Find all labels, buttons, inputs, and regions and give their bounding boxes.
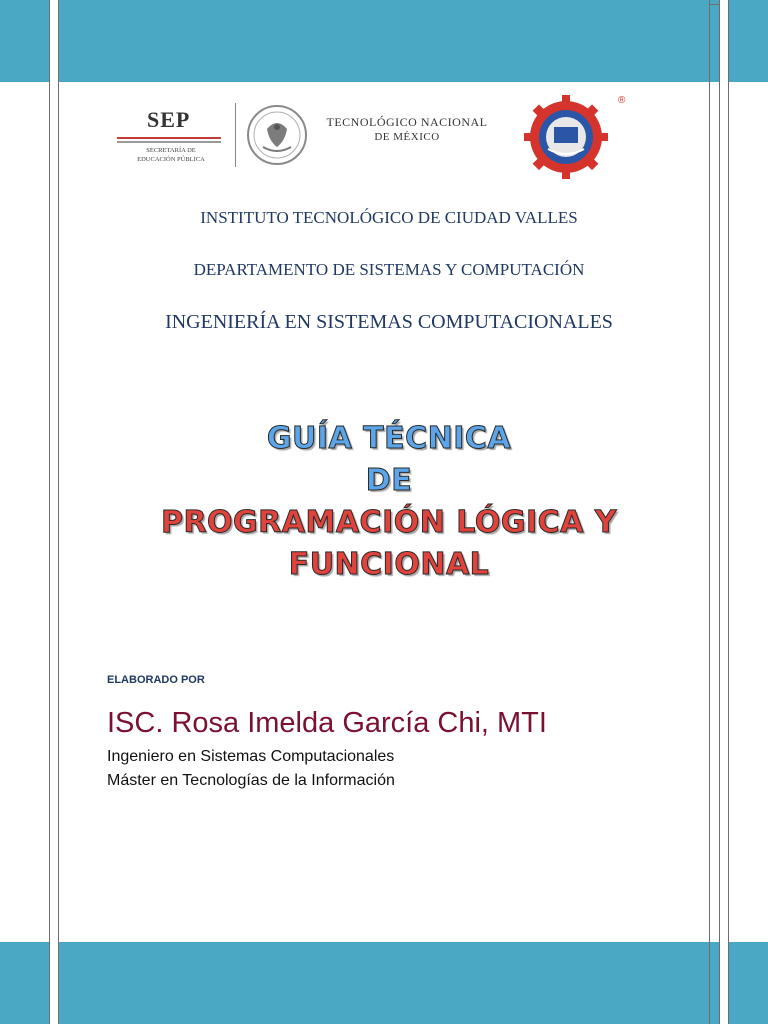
bottom-left-band <box>0 942 49 1024</box>
author-name: ISC. Rosa Imelda García Chi, MTI <box>107 707 547 739</box>
sep-stripe-red <box>117 137 221 139</box>
sep-stripe-gray <box>117 141 221 143</box>
sep-acronym: SEP <box>147 107 191 132</box>
tecnm-line-1: TECNOLÓGICO NACIONAL <box>326 115 488 129</box>
coat-of-arms-emblem <box>245 103 309 167</box>
logo-divider <box>235 103 236 167</box>
title-line-4: FUNCIONAL <box>288 547 490 582</box>
frame-line-left-outer <box>49 0 50 1024</box>
frame-line-top <box>710 4 720 5</box>
cover-page <box>59 83 719 941</box>
institute-name: INSTITUTO TECNOLÓGICO DE CIUDAD VALLES <box>200 208 578 227</box>
frame-line-right-outer <box>719 0 720 1024</box>
program-name: INGENIERÍA EN SISTEMAS COMPUTACIONALES <box>165 311 613 333</box>
logos-row <box>111 93 641 181</box>
sep-logo <box>111 101 231 173</box>
top-right-band <box>728 0 768 82</box>
elaborado-por-label: ELABORADO POR <box>107 674 205 686</box>
title-line-2: DE <box>365 463 413 498</box>
top-center-band <box>59 0 719 82</box>
bottom-right-band <box>728 942 768 1024</box>
registered-mark: ® <box>618 95 626 106</box>
sep-subtitle-2: EDUCACIÓN PÚBLICA <box>137 156 205 163</box>
tecnm-line-2: DE MÉXICO <box>374 131 440 143</box>
department-name: DEPARTAMENTO DE SISTEMAS Y COMPUTACIÓN <box>193 260 585 279</box>
bottom-center-band <box>59 942 719 1024</box>
author-degree-2: Máster en Tecnologías de la Información <box>107 772 395 789</box>
title-line-3: PROGRAMACIÓN LÓGICA Y <box>160 505 618 540</box>
sep-subtitle-1: SECRETARÍA DE <box>146 147 196 154</box>
author-degree-1: Ingeniero en Sistemas Computacionales <box>107 748 395 765</box>
title-line-1: GUÍA TÉCNICA <box>266 421 512 456</box>
top-left-band <box>0 0 49 82</box>
tecnm-logo <box>317 115 497 155</box>
institute-seal <box>518 93 634 179</box>
frame-line-right-edge <box>728 0 729 1024</box>
